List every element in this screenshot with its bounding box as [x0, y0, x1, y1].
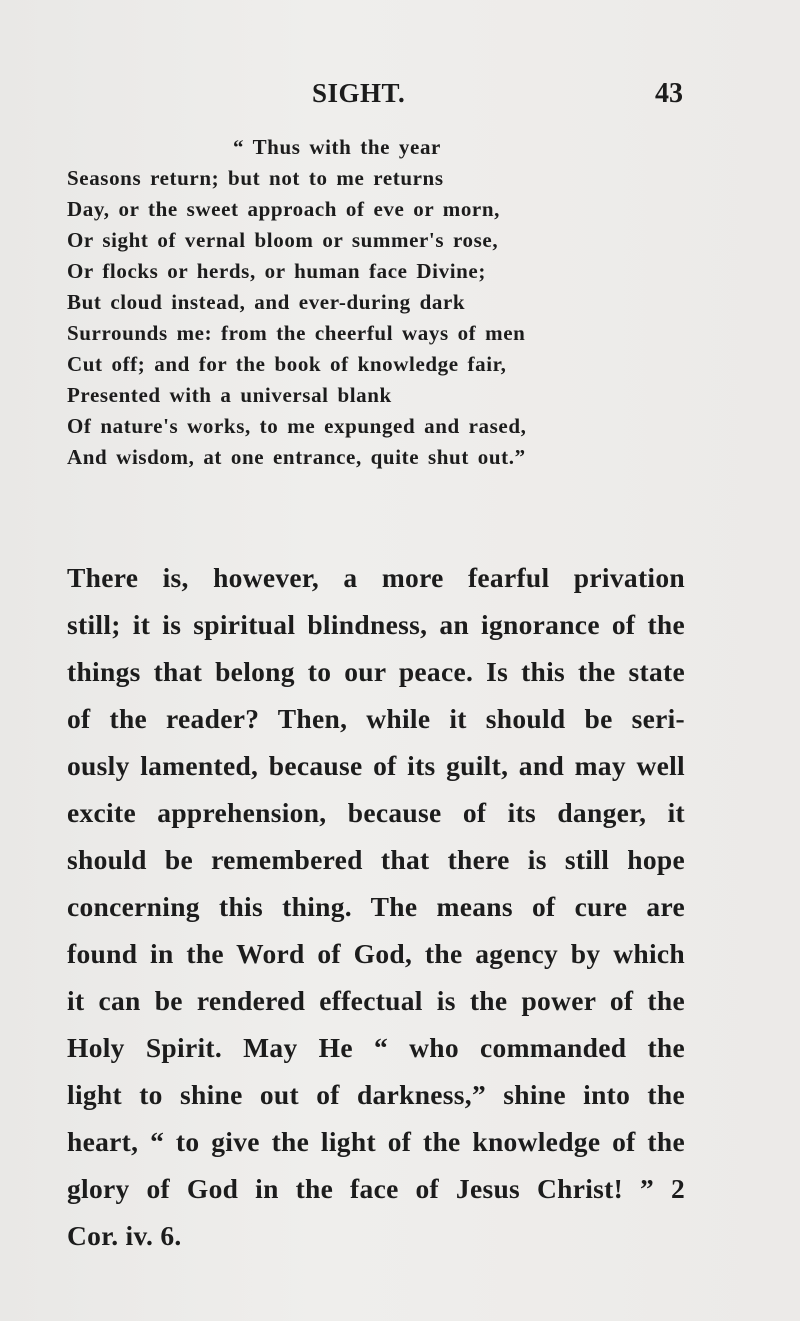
paragraph-line: Cor. iv. 6.	[67, 1220, 182, 1251]
paragraph-line: heart, “ to give the light of the knowledge of the	[67, 1126, 685, 1157]
verse-line: Or flocks or herds, or human face Divine;	[67, 259, 486, 283]
paragraph-line: things that belong to our peace. Is this the state	[67, 656, 685, 687]
paragraph-line: ously lamented, because of its guilt, and may well	[67, 750, 685, 781]
paragraph-line: Holy Spirit. May He “ who commanded the	[67, 1032, 685, 1063]
paragraph-line: found in the Word of God, the agency by which	[67, 938, 685, 969]
verse-line: Seasons return; but not to me returns	[67, 166, 444, 190]
verse-line: Or sight of vernal bloom or summer's rose,	[67, 228, 499, 252]
verse-line: Of nature's works, to me expunged and rased,	[67, 414, 527, 438]
running-title: SIGHT.	[312, 78, 406, 108]
verse-line: Day, or the sweet approach of eve or morn,	[67, 197, 500, 221]
page-number: 43	[655, 78, 683, 109]
paragraph-line: excite apprehension, because of its danger, it	[67, 797, 685, 828]
paragraph-line: There is, however, a more fearful privation	[67, 562, 685, 593]
paragraph-line: light to shine out of darkness,” shine into the	[67, 1079, 685, 1110]
running-header	[0, 78, 800, 118]
paragraph-line: it can be rendered effectual is the power of the	[67, 985, 685, 1016]
verse-line: Presented with a universal blank	[67, 383, 392, 407]
paragraph-line: of the reader? Then, while it should be seri-	[67, 703, 685, 734]
verse-line: Surrounds me: from the cheerful ways of men	[67, 321, 526, 345]
verse-line: And wisdom, at one entrance, quite shut out.”	[67, 445, 526, 469]
paragraph-line: still; it is spiritual blindness, an ignorance of the	[67, 609, 685, 640]
verse-line: But cloud instead, and ever-during dark	[67, 290, 466, 314]
verse-line: “ Thus with the year	[233, 135, 441, 159]
paragraph-line: glory of God in the face of Jesus Christ! ” 2	[67, 1173, 685, 1204]
paragraph-line: concerning this thing. The means of cure are	[67, 891, 685, 922]
verse-line: Cut off; and for the book of knowledge fair,	[67, 352, 507, 376]
paragraph-line: should be remembered that there is still hope	[67, 844, 685, 875]
